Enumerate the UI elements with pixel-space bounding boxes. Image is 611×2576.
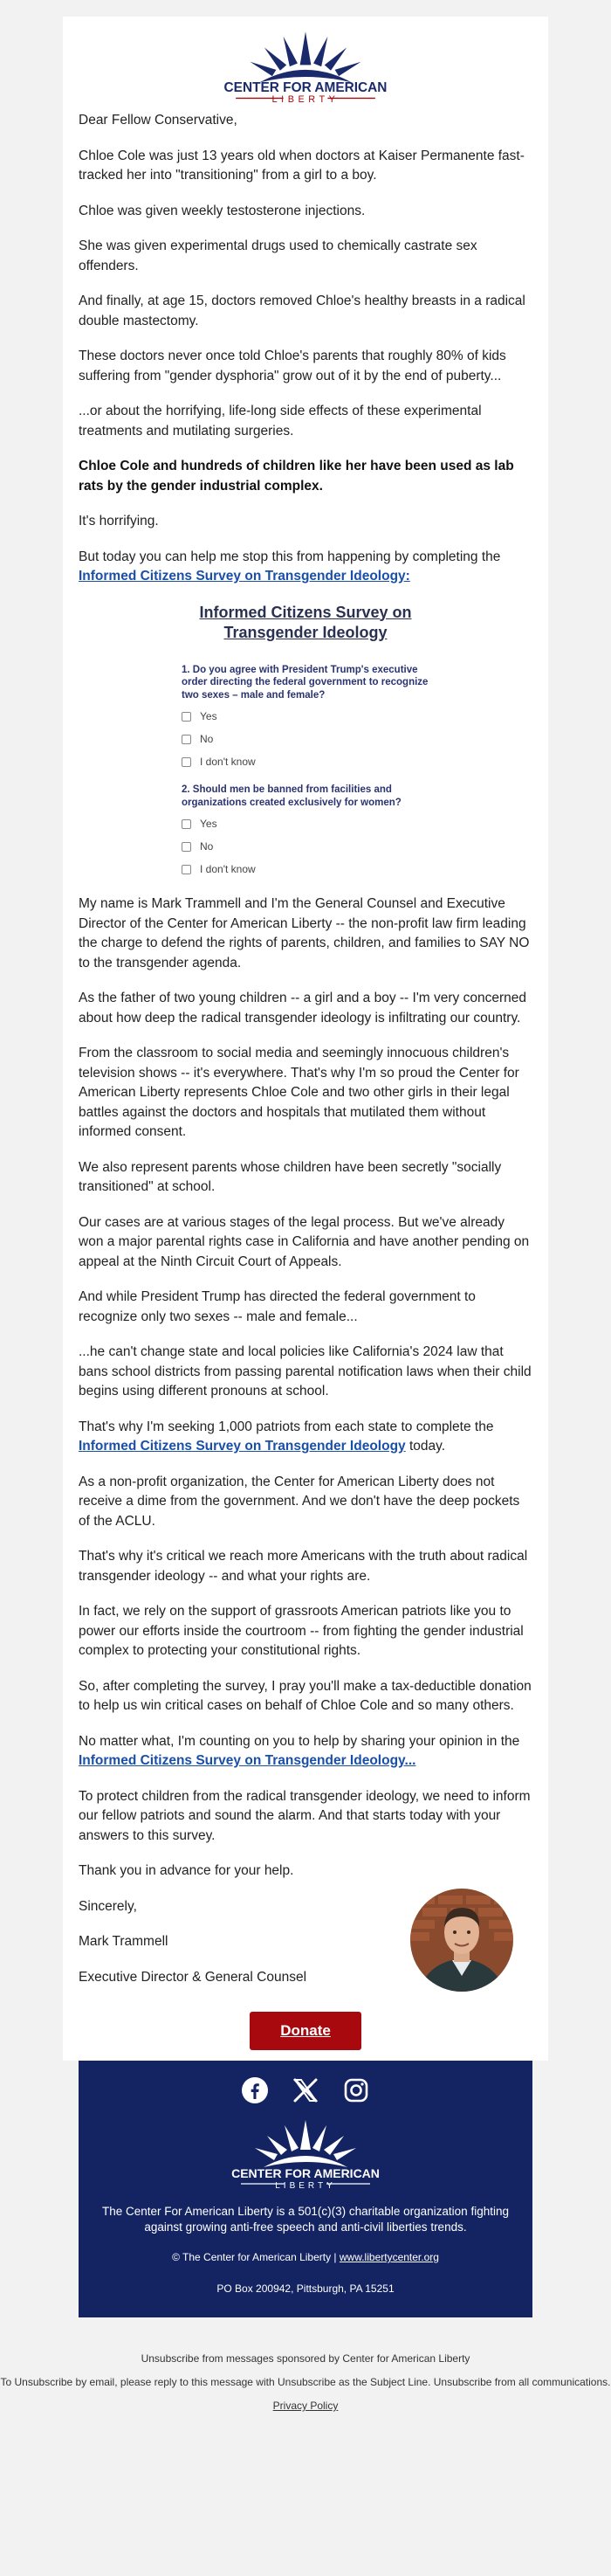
donate-section (63, 2003, 548, 2061)
paragraph: Chloe was given weekly testosterone injections. (79, 203, 366, 218)
paragraph (79, 1732, 532, 1771)
paragraph: To protect children from the radical transgender ideology, we need to inform our fellow patriots and sound the alarm. And that starts today with your answers to this survey. (79, 1788, 531, 1843)
footer-logo-line2: LIBERTY (275, 2181, 336, 2191)
sign-off: Sincerely, (79, 1898, 137, 1914)
paragraph (79, 1418, 532, 1457)
paragraph-text: No matter what, I'm counting on you to help by sharing your opinion in the (79, 1733, 520, 1749)
paragraph-text: That's why I'm seeking 1,000 patriots from each state to complete the (79, 1419, 494, 1434)
option-label: I don't know (200, 863, 256, 875)
paragraph: It's horrifying. (79, 514, 159, 528)
paragraph-text: But today you can help me stop this from happening by completing the (79, 549, 501, 564)
paragraph: Chloe Cole was just 13 years old when doctors at Kaiser Permanente fast-tracked her into "transitioning" from a girl to a boy. (79, 148, 525, 183)
survey-option[interactable] (182, 818, 436, 830)
signer-name: Mark Trammell (79, 1934, 168, 1949)
checkbox-icon[interactable] (182, 735, 191, 744)
donate-button[interactable]: Donate (250, 2012, 361, 2050)
footer-description: The Center For American Liberty is a 501(c)(3) charitable organization fighting against growing anti-free speech and anti-civil liberties trends. (102, 2205, 509, 2234)
footer-copyright (87, 2251, 524, 2263)
survey-link[interactable]: Informed Citizens Survey on Transgender Ideology: (79, 569, 410, 584)
paragraph: That's why it's critical we reach more Americans with the truth about radical transgender ideology -- and what your rights are. (79, 1549, 528, 1584)
unsubscribe-email-text: To Unsubscribe by email, please reply to this message with Unsubscribe as the Subject Line. Unsubscribe from all communications. (0, 2376, 611, 2388)
paragraph: As the father of two young children -- a girl and a boy -- I'm very concerned about how deep the radical transgender ideology is infiltrating our country. (79, 991, 526, 1026)
privacy-policy-link[interactable]: Privacy Policy (272, 2400, 339, 2412)
option-label: No (200, 840, 214, 853)
option-label: Yes (200, 710, 217, 722)
paragraph: And while President Trump has directed the federal government to recognize only two sexes -- male and female... (79, 1289, 476, 1324)
paragraph (79, 548, 532, 587)
survey-link[interactable]: Informed Citizens Survey on Transgender Ideology... (79, 1753, 416, 1768)
checkbox-icon[interactable] (182, 819, 191, 829)
paragraph: We also represent parents whose children have been secretly "socially transitioned" at school. (79, 1159, 502, 1194)
checkbox-icon[interactable] (182, 865, 191, 874)
paragraph: She was given experimental drugs used to chemically castrate sex offenders. (79, 238, 477, 273)
footer (79, 2061, 532, 2317)
paragraph: From the classroom to social media and seemingly innocuous children's television shows -- it's everywhere. That's why I'm so proud the Center for American Liberty represents Chloe Cole and two other girls in their legal battles against the doctors and hospitals that mutilated them without informed consent. (79, 1046, 519, 1139)
paragraph-text: today. (408, 1439, 446, 1454)
unsubscribe-section (0, 2317, 611, 2412)
bold-paragraph: Chloe Cole and hundreds of children like her have been used as lab rats by the gender industrial complex. (79, 459, 514, 494)
option-label: No (200, 733, 214, 745)
signer-title: Executive Director & General Counsel (79, 1969, 307, 1985)
center-for-american-liberty-logo (201, 17, 410, 111)
survey-option[interactable] (182, 863, 436, 875)
social-links (87, 2076, 524, 2104)
signature-block (79, 1897, 532, 1988)
survey-option[interactable] (182, 710, 436, 722)
website-link[interactable]: www.libertycenter.org (339, 2251, 439, 2263)
paragraph: ...or about the horrifying, life-long side effects of these experimental treatments and mutilating surgeries. (79, 404, 482, 439)
survey-preview[interactable] (175, 603, 436, 876)
footer-address: PO Box 200942, Pittsburgh, PA 15251 (216, 2282, 395, 2295)
email-card (63, 17, 548, 2061)
survey-link[interactable]: Informed Citizens Survey on Transgender Ideology (79, 1439, 406, 1454)
unsubscribe-text: Unsubscribe from messages sponsored by Center for American Liberty (141, 2352, 470, 2365)
paragraph: As a non-profit organization, the Center for American Liberty does not receive a dime from the government. And we don't have the deep pockets of the ACLU. (79, 1474, 520, 1529)
paragraph: And finally, at age 15, doctors removed Chloe's healthy breasts in a radical double mastectomy. (79, 294, 525, 328)
instagram-icon[interactable] (342, 2076, 370, 2104)
option-label: I don't know (200, 756, 256, 768)
greeting: Dear Fellow Conservative, (79, 113, 237, 128)
option-label: Yes (200, 818, 217, 830)
paragraph: ...he can't change state and local policies like California's 2024 law that bans school districts from passing parental notification laws when their child begins using different pronouns at school. (79, 1344, 532, 1398)
survey-question-1: 1. Do you agree with President Trump's executive order directing the federal government to recognize two sexes – male and female? (182, 664, 429, 701)
paragraph: My name is Mark Trammell and I'm the General Counsel and Executive Director of the Center for American Liberty -- the non-profit law firm leading the charge to defend the rights of parents, children, and families to SAY NO to the transgender agenda. (79, 896, 530, 970)
paragraph: Our cases are at various stages of the legal process. But we've already won a major parental rights case in California and have another pending on appeal at the Ninth Circuit Court of Appeals. (79, 1214, 530, 1269)
survey-option[interactable] (182, 733, 436, 745)
facebook-icon[interactable] (241, 2076, 269, 2104)
logo-name-line2: LIBERTY (271, 94, 340, 106)
checkbox-icon[interactable] (182, 842, 191, 852)
survey-question-2: 2. Should men be banned from facilities and organizations created exclusively for women? (182, 784, 402, 808)
paragraph: So, after completing the survey, I pray you'll make a tax-deductible donation to help us win critical cases on behalf of Chloe Cole and so many others. (79, 1678, 532, 1713)
paragraph: These doctors never once told Chloe's parents that roughly 80% of kids suffering from "gender dysphoria" grow out of it by the end of puberty... (79, 349, 506, 383)
survey-option[interactable] (182, 840, 436, 853)
checkbox-icon[interactable] (182, 712, 191, 722)
avatar (410, 1889, 513, 1992)
footer-logo-line1: CENTER FOR AMERICAN (231, 2166, 380, 2180)
letter-body (63, 111, 548, 1987)
survey-title[interactable]: Informed Citizens Survey on Transgender Ideology (199, 603, 412, 641)
logo-name-line1: CENTER FOR AMERICAN (223, 80, 388, 96)
copyright-text: © The Center for American Liberty | (172, 2251, 337, 2263)
survey-option[interactable] (182, 756, 436, 768)
checkbox-icon[interactable] (182, 757, 191, 767)
paragraph: In fact, we rely on the support of grassroots American patriots like you to power our efforts inside the courtroom -- from fighting the gender industrial complex to protecting your constitutional rights. (79, 1604, 524, 1658)
footer-logo (218, 2115, 393, 2195)
paragraph: Thank you in advance for your help. (79, 1863, 294, 1878)
x-icon[interactable] (292, 2076, 319, 2104)
